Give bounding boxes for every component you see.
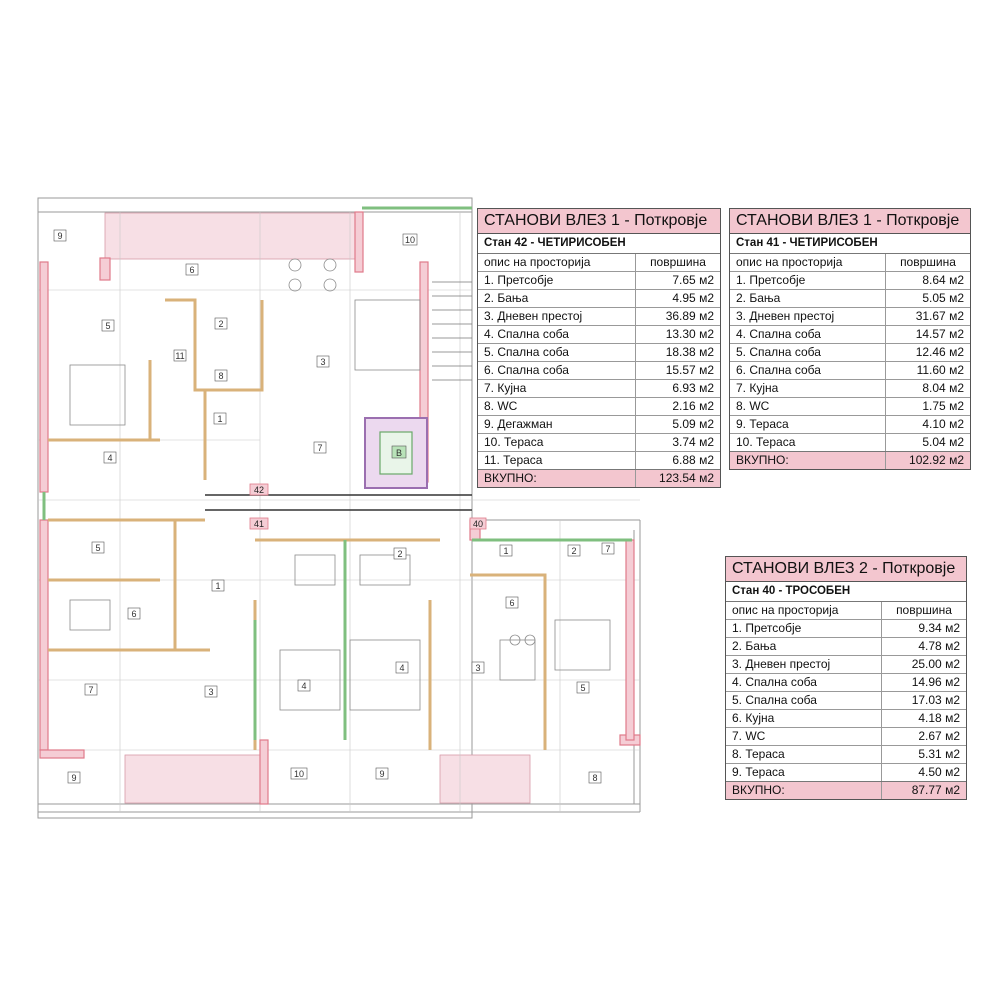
- room-number: 9: [57, 231, 63, 241]
- room-name: 7. Кујна: [730, 380, 886, 397]
- room-area: 4.10 м2: [922, 417, 964, 431]
- room-name: 2. Бања: [726, 638, 882, 655]
- room-label: [54, 230, 66, 241]
- room-area: 4.18 м2: [918, 711, 960, 725]
- room-label: [506, 597, 518, 608]
- room-area: 17.03 м2: [911, 693, 960, 707]
- room-name: 11. Тераса: [478, 452, 636, 469]
- table-rows: [726, 620, 966, 781]
- total-row: [730, 451, 970, 469]
- column-header-row: [730, 254, 970, 272]
- room-area: 5.05 м2: [922, 291, 964, 305]
- apartment-tag-42: 42: [253, 485, 265, 495]
- apartment-40-table: [725, 556, 967, 800]
- table-row: [730, 416, 970, 434]
- room-name: 1. Претсобје: [478, 272, 636, 289]
- column-header-row: [478, 254, 720, 272]
- apartment-tag-40: 40: [472, 519, 484, 529]
- room-label: [212, 580, 224, 591]
- table-row: [478, 398, 720, 416]
- room-label: [215, 318, 227, 329]
- room-number: 4: [399, 663, 405, 673]
- table-row: [726, 638, 966, 656]
- room-number: 1: [503, 546, 509, 556]
- stair-label: В: [395, 448, 403, 458]
- room-number: 2: [218, 319, 224, 329]
- room-label: [92, 542, 104, 553]
- stair-core: [365, 282, 472, 488]
- column-header-area: површина: [650, 255, 706, 269]
- table-row: [726, 746, 966, 764]
- room-area: 9.34 м2: [918, 621, 960, 635]
- room-label: [186, 264, 198, 275]
- room-name: 9. Тераса: [726, 764, 882, 781]
- room-label: [314, 442, 326, 453]
- room-label: [394, 548, 406, 559]
- room-name: 1. Претсобје: [730, 272, 886, 289]
- room-number: 6: [131, 609, 137, 619]
- column-header-area: површина: [896, 603, 952, 617]
- room-label: [298, 680, 310, 691]
- table-rows: [478, 272, 720, 469]
- room-label: [291, 768, 307, 779]
- table-row: [730, 362, 970, 380]
- room-area: 36.89 м2: [665, 309, 714, 323]
- room-area: 5.09 м2: [672, 417, 714, 431]
- room-number: 8: [218, 371, 224, 381]
- table-rows: [730, 272, 970, 451]
- room-label: [602, 543, 614, 554]
- room-name: 7. WC: [726, 728, 882, 745]
- room-number: 10: [293, 769, 305, 779]
- room-number: 5: [580, 683, 586, 693]
- room-number: 2: [571, 546, 577, 556]
- room-label: [174, 350, 186, 361]
- apartment-name: Стан 41 - ЧЕТИРИСОБЕН: [730, 234, 970, 254]
- room-name: 8. WC: [730, 398, 886, 415]
- room-name: 2. Бања: [478, 290, 636, 307]
- room-area: 4.50 м2: [918, 765, 960, 779]
- table-row: [726, 710, 966, 728]
- room-area: 4.95 м2: [672, 291, 714, 305]
- room-area: 18.38 м2: [665, 345, 714, 359]
- room-name: 5. Спална соба: [730, 344, 886, 361]
- table-title: СТАНОВИ ВЛЕЗ 1 - Поткровје: [478, 209, 720, 234]
- column-header-row: [726, 602, 966, 620]
- room-number: 9: [71, 773, 77, 783]
- column-header-room: опис на просторија: [478, 254, 636, 271]
- total-row: [726, 781, 966, 799]
- room-number: 7: [605, 544, 611, 554]
- room-number: 10: [404, 235, 416, 245]
- table-title: СТАНОВИ ВЛЕЗ 2 - Поткровје: [726, 557, 966, 582]
- room-number: 1: [215, 581, 221, 591]
- table-row: [730, 398, 970, 416]
- table-row: [726, 692, 966, 710]
- room-number: 9: [379, 769, 385, 779]
- room-label: [568, 545, 580, 556]
- table-row: [478, 290, 720, 308]
- room-name: 3. Дневен престој: [726, 656, 882, 673]
- room-name: 6. Спална соба: [730, 362, 886, 379]
- room-label: [214, 413, 226, 424]
- room-name: 10. Тераса: [478, 434, 636, 451]
- room-name: 6. Спална соба: [478, 362, 636, 379]
- room-number: 11: [175, 351, 185, 361]
- room-name: 3. Дневен престој: [478, 308, 636, 325]
- total-value: 102.92 м2: [909, 453, 964, 467]
- total-label: ВКУПНО:: [730, 452, 886, 469]
- room-area: 12.46 м2: [915, 345, 964, 359]
- room-name: 8. Тераса: [726, 746, 882, 763]
- room-label: [376, 768, 388, 779]
- room-label: [102, 320, 114, 331]
- table-row: [726, 728, 966, 746]
- room-area: 11.60 м2: [916, 363, 964, 377]
- room-area: 7.65 м2: [672, 273, 714, 287]
- room-area: 6.88 м2: [672, 453, 714, 467]
- apartment-tag-41: 41: [253, 519, 265, 529]
- room-area: 13.30 м2: [665, 327, 714, 341]
- room-name: 9. Дегажман: [478, 416, 636, 433]
- room-number: 4: [301, 681, 307, 691]
- table-row: [730, 290, 970, 308]
- table-row: [478, 344, 720, 362]
- table-row: [726, 620, 966, 638]
- table-title: СТАНОВИ ВЛЕЗ 1 - Поткровје: [730, 209, 970, 234]
- room-area: 25.00 м2: [911, 657, 960, 671]
- room-area: 14.96 м2: [911, 675, 960, 689]
- room-name: 4. Спална соба: [730, 326, 886, 343]
- apartment-boundary: [205, 495, 472, 510]
- room-name: 4. Спална соба: [726, 674, 882, 691]
- room-name: 3. Дневен престој: [730, 308, 886, 325]
- room-area: 8.64 м2: [922, 273, 964, 287]
- room-label: [577, 682, 589, 693]
- room-number: 5: [105, 321, 111, 331]
- column-header-room: опис на просторија: [730, 254, 886, 271]
- room-name: 10. Тераса: [730, 434, 886, 451]
- room-area: 5.31 м2: [918, 747, 960, 761]
- room-area: 15.57 м2: [665, 363, 714, 377]
- total-label: ВКУПНО:: [478, 470, 636, 487]
- table-row: [478, 308, 720, 326]
- table-row: [478, 434, 720, 452]
- room-name: 9. Тераса: [730, 416, 886, 433]
- room-number: 6: [509, 598, 515, 608]
- table-row: [726, 764, 966, 781]
- apartment-name: Стан 40 - ТРОСОБЕН: [726, 582, 966, 602]
- room-label: [396, 662, 408, 673]
- apartment-41-table: [729, 208, 971, 470]
- total-value: 123.54 м2: [659, 471, 714, 485]
- table-row: [478, 380, 720, 398]
- room-name: 1. Претсобје: [726, 620, 882, 637]
- room-area: 2.16 м2: [672, 399, 714, 413]
- room-label: [215, 370, 227, 381]
- room-number: 3: [208, 687, 214, 697]
- table-row: [726, 656, 966, 674]
- room-label: [128, 608, 140, 619]
- table-row: [730, 308, 970, 326]
- apartment-name: Стан 42 - ЧЕТИРИСОБЕН: [478, 234, 720, 254]
- room-label: [205, 686, 217, 697]
- table-row: [478, 326, 720, 344]
- room-number: 2: [397, 549, 403, 559]
- table-row: [730, 326, 970, 344]
- room-number: 5: [95, 543, 101, 553]
- room-number: 7: [317, 443, 323, 453]
- room-number: 8: [592, 773, 598, 783]
- room-label: [104, 452, 116, 463]
- room-name: 2. Бања: [730, 290, 886, 307]
- room-area: 31.67 м2: [915, 309, 964, 323]
- room-name: 5. Спална соба: [726, 692, 882, 709]
- room-name: 7. Кујна: [478, 380, 636, 397]
- room-label: [85, 684, 97, 695]
- apartment-42-table: [477, 208, 721, 488]
- table-row: [478, 272, 720, 290]
- table-row: [726, 674, 966, 692]
- room-number: 7: [88, 685, 94, 695]
- table-row: [478, 362, 720, 380]
- room-area: 2.67 м2: [918, 729, 960, 743]
- room-name: 8. WC: [478, 398, 636, 415]
- room-number: 4: [107, 453, 113, 463]
- room-area: 1.75 м2: [922, 399, 964, 413]
- room-number: 6: [189, 265, 195, 275]
- column-header-room: опис на просторија: [726, 602, 882, 619]
- room-label: [500, 545, 512, 556]
- table-row: [730, 344, 970, 362]
- table-row: [478, 452, 720, 469]
- room-area: 6.93 м2: [672, 381, 714, 395]
- table-row: [478, 416, 720, 434]
- room-label: [68, 772, 80, 783]
- total-value: 87.77 м2: [911, 783, 960, 797]
- room-number: 3: [320, 357, 326, 367]
- room-label: [317, 356, 329, 367]
- room-name: 6. Кујна: [726, 710, 882, 727]
- room-label: [589, 772, 601, 783]
- room-area: 5.04 м2: [922, 435, 964, 449]
- room-area: 3.74 м2: [672, 435, 714, 449]
- table-row: [730, 434, 970, 451]
- apartment-tags: [250, 484, 486, 529]
- total-row: [478, 469, 720, 487]
- total-label: ВКУПНО:: [726, 782, 882, 799]
- room-name: 5. Спална соба: [478, 344, 636, 361]
- room-area: 4.78 м2: [918, 639, 960, 653]
- table-row: [730, 272, 970, 290]
- column-header-area: површина: [900, 255, 956, 269]
- table-row: [730, 380, 970, 398]
- room-label: [403, 234, 417, 245]
- room-area: 14.57 м2: [915, 327, 964, 341]
- room-number: 3: [475, 663, 481, 673]
- room-area: 8.04 м2: [922, 381, 964, 395]
- room-label: [472, 662, 484, 673]
- room-number: 1: [217, 414, 223, 424]
- room-name: 4. Спална соба: [478, 326, 636, 343]
